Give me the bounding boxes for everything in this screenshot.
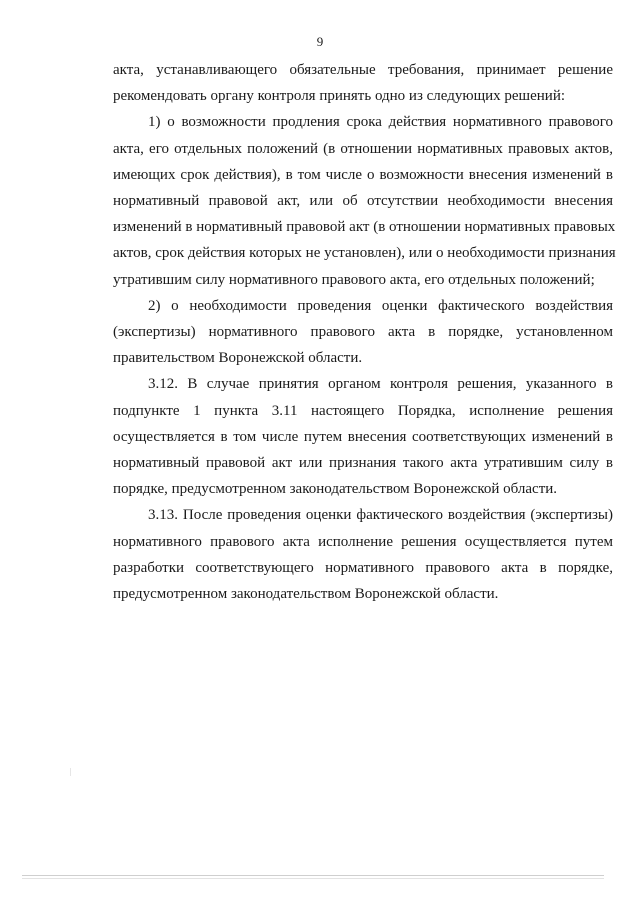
text-line: нормативного правового акта исполнение решения осуществляется путем — [113, 533, 613, 550]
text-line: актов, срок действия которых не установлен), или о необходимости признания — [113, 245, 616, 262]
text-line: рекомендовать органу контроля принять одно из следующих решений: — [113, 88, 566, 105]
text-line: нормативный правовой акт, или об отсутствии необходимости внесения — [113, 193, 613, 210]
scan-margin-mark — [70, 768, 71, 776]
text-line: правительством Воронежской области. — [113, 350, 363, 367]
paragraph — [113, 502, 613, 607]
paragraph — [113, 371, 613, 502]
text-line: осуществляется в том числе путем внесения соответствующих изменений в — [113, 428, 613, 445]
text-line: (экспертизы) нормативного правового акта в порядке, установленном — [113, 324, 613, 341]
text-line: 3.13. После проведения оценки фактического воздействия (экспертизы) — [148, 507, 613, 524]
text-line: акта, его отдельных положений (в отношении нормативных правовых актов, — [113, 140, 613, 157]
text-line: имеющих срок действия), в том числе о возможности внесения изменений в — [113, 166, 613, 183]
text-line: порядке, предусмотренном законодательством Воронежской области. — [113, 481, 558, 498]
text-line: изменений в нормативный правовой акт (в отношении нормативных правовых — [113, 219, 616, 236]
text-line: акта, устанавливающего обязательные требования, принимает решение — [113, 62, 613, 78]
paragraph — [113, 57, 613, 109]
document-body — [113, 57, 616, 607]
text-line: 2) о необходимости проведения оценки фактического воздействия — [148, 297, 613, 314]
page-number: 9 — [316, 34, 324, 49]
text-line: нормативный правовой акт или признания такого акта утратившим силу в — [113, 455, 613, 472]
text-line: утратившим силу нормативного правового акта, его отдельных положений; — [113, 271, 595, 288]
bottom-scan-edge — [22, 875, 604, 876]
paragraph — [113, 293, 613, 372]
paragraph — [113, 109, 616, 292]
bottom-scan-edge-shadow — [22, 878, 604, 879]
text-line: подпункте 1 пункта 3.11 настоящего Порядка, исполнение решения — [113, 402, 613, 419]
text-line: разработки соответствующего нормативного правового акта в порядке, — [113, 559, 613, 576]
text-line: 1) о возможности продления срока действия нормативного правового — [148, 114, 613, 131]
text-line: 3.12. В случае принятия органом контроля решения, указанного в — [148, 376, 613, 393]
text-line: предусмотренном законодательством Воронежской области. — [113, 586, 499, 603]
